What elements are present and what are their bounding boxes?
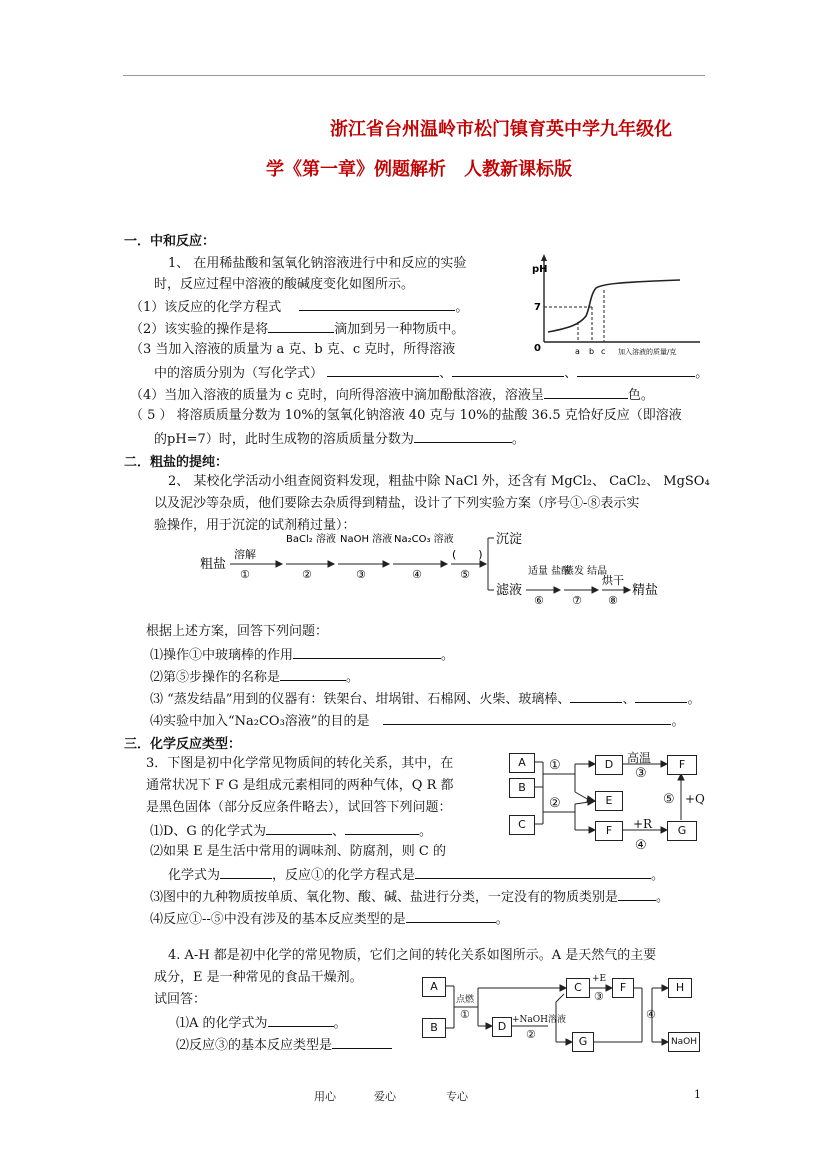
label-circle-4: ④: [635, 838, 647, 853]
tick-a: a: [575, 347, 580, 356]
q3-answer4: ⑷反应①--⑤中没有涉及的基本反应类型的是 。: [150, 912, 509, 927]
step7-label: 蒸发 结晶: [564, 566, 608, 577]
page-number: 1: [694, 1088, 701, 1101]
q3-answer3-text: ⑶图中的九种物质按单质、氧化物、酸、碱、盐进行分类，一定没有的物质类别是: [150, 890, 619, 905]
q3-answer2-a: ⑵如果 E 是生活中常用的调味剂、防腐剂，则 C 的: [150, 844, 446, 859]
page-title-line2: 学《第一章》例题解析 人教新课标版: [266, 159, 572, 180]
q3-line1: 3．下图是初中化学常见物质间的转化关系，其中，在: [146, 756, 454, 771]
q2-answer4-text: ⑷实验中加入“Na₂CO₃溶液”的目的是: [150, 714, 370, 729]
answer-blank[interactable]: [327, 364, 439, 377]
ph-seven-label: 7: [534, 302, 541, 313]
step1-label: 溶解: [234, 548, 256, 561]
step7-num: ⑦: [572, 594, 582, 607]
answer-blank[interactable]: [544, 386, 628, 399]
label-ignite: 点燃: [456, 995, 475, 1005]
q1-line1: 1、 在用稀盐酸和氢氧化钠溶液进行中和反应的实验: [168, 256, 467, 271]
q2-answer2-text: ⑵第⑤步操作的名称是: [150, 670, 281, 685]
node4-b: B: [422, 1018, 446, 1038]
answer-blank[interactable]: [220, 866, 272, 879]
flow-start: 粗盐: [200, 557, 227, 572]
q1-part4: [130, 386, 654, 403]
step3-num: ③: [356, 568, 366, 581]
step3-label: NaOH 溶液: [340, 534, 393, 545]
q1-part2-text: （2）该实验的操作是将: [130, 322, 269, 337]
answer-blank[interactable]: [452, 364, 564, 377]
answer-blank[interactable]: [635, 690, 687, 703]
q2-ask: 根据上述方案，回答下列问题：: [146, 624, 329, 639]
q2-answer2: ⑵第⑤步操作的名称是 。: [150, 670, 360, 685]
q4-answer1: ⑴A 的化学式为 。: [176, 1016, 347, 1031]
step8-num: ⑧: [608, 594, 618, 607]
node4-f: F: [612, 978, 634, 998]
label4-circle-4: ④: [646, 1008, 656, 1021]
node-d: D: [595, 755, 623, 775]
step6-label: 适量 盐酸: [528, 566, 572, 577]
label4-circle-2: ②: [526, 1028, 536, 1041]
q3-answer1: ⑴D、G 的化学式为 、 。: [150, 824, 432, 839]
label-high-temp: 高温: [627, 751, 652, 765]
q1-part4-text: （4）当加入溶液的质量为 c 克时，向所得溶液中滴加酚酞溶液，溶液呈: [130, 388, 544, 403]
label-plus-q: +Q: [685, 792, 705, 806]
q1-part4-end: 色。: [627, 388, 654, 403]
step2-label: BaCl₂ 溶液: [286, 534, 336, 545]
q2-answer1-text: ⑴操作①中玻璃棒的作用: [150, 648, 294, 663]
flow-filtrate: 滤液: [496, 583, 523, 598]
page-title-line1: 浙江省台州温岭市松门镇育英中学九年级化: [330, 119, 672, 140]
step4-num: ④: [412, 568, 422, 581]
q2-line2: 以及泥沙等杂质，他们要除去杂质得到精盐，设计了下列实验方案（序号①-⑧表示实: [154, 496, 640, 511]
section1-heading: 一．中和反应：: [124, 234, 216, 249]
q1-part3-b: 中的溶质分别为（写化学式） 、 、 。: [154, 366, 709, 381]
step4-label: Na₂CO₃ 溶液: [394, 534, 454, 545]
flow-end: 精盐: [632, 583, 659, 598]
label-circle-5: ⑤: [663, 792, 675, 807]
node4-h: H: [668, 978, 692, 998]
q1-part2-text-b: 滴加到另一种物质中。: [334, 322, 465, 337]
node-f: F: [667, 755, 697, 775]
q3-answer3: ⑶图中的九种物质按单质、氧化物、酸、碱、盐进行分类，一定没有的物质类别是 。: [150, 890, 670, 905]
answer-blank[interactable]: [299, 298, 455, 311]
q1-part1-end: 。: [455, 300, 469, 315]
node-a: A: [509, 753, 535, 773]
q3-line3: 是黑色固体（部分反应条件略去），试回答下列问题：: [146, 800, 452, 815]
answer-blank[interactable]: [266, 822, 332, 835]
node-e: E: [595, 791, 623, 811]
step8-label: 烘干: [602, 574, 624, 587]
q1-part2: [130, 320, 464, 337]
flow-precipitate: 沉淀: [496, 532, 523, 547]
q2-line3: 验操作，用于沉淀的试剂稍过量）：: [154, 518, 356, 533]
label-circle-2: ②: [549, 796, 561, 811]
q3-answer1-text: ⑴D、G 的化学式为: [150, 824, 266, 839]
q3-answer2-text: ，反应①的化学方程式是: [272, 868, 416, 883]
q4-answer1-text: ⑴A 的化学式为: [176, 1016, 268, 1031]
answer-blank[interactable]: [332, 1036, 392, 1049]
node-c: C: [509, 815, 535, 835]
footer-text-1: 用心: [314, 1090, 336, 1103]
answer-blank[interactable]: [618, 888, 656, 901]
q2-answer3: ⑶ “蒸发结晶”用到的仪器有：铁架台、坩埚钳、石棉网、火柴、玻璃棒、 、 。: [150, 692, 701, 707]
q4-line2: 成分，E 是一种常见的食品干燥剂。: [154, 970, 363, 985]
q3-answer2-b: 化学式为 ，反应①的化学方程式是 。: [168, 868, 665, 883]
q2-answer1: ⑴操作①中玻璃棒的作用 。: [150, 648, 455, 663]
answer-blank[interactable]: [383, 712, 671, 725]
q2-answer4: ⑷实验中加入“Na₂CO₃溶液”的目的是 。: [150, 714, 685, 729]
step2-num: ②: [302, 568, 312, 581]
q1-part1-text: （1）该反应的化学方程式: [130, 300, 282, 315]
q1-part5-b: 的pH=7）时，此时生成物的溶质质量分数为 。: [154, 432, 525, 447]
q2-answer3-text: ⑶ “蒸发结晶”用到的仪器有：铁架台、坩埚钳、石棉网、火柴、玻璃棒、: [150, 692, 571, 707]
q1-part5-a: （ 5 ） 将溶质质量分数为 10%的氢氧化钠溶液 40 克与 10%的盐酸 36.5 克恰好反应（即溶液: [130, 408, 682, 423]
answer-blank[interactable]: [293, 646, 441, 659]
x-axis-label: 加入溶液的质量/克: [618, 348, 677, 356]
step1-num: ①: [240, 568, 250, 581]
step5-num: ⑤: [460, 568, 470, 581]
ph-curve: [548, 280, 680, 332]
label-plus-e: +E: [592, 974, 607, 984]
node4-a: A: [422, 977, 446, 997]
label-circle-3: ③: [635, 766, 647, 781]
origin-label: 0: [534, 343, 541, 354]
q3-line2: 通常状况下 F G 是组成元素相同的两种气体，Q R 都: [146, 778, 454, 793]
answer-blank[interactable]: [577, 364, 695, 377]
node4-naoh: NaOH: [668, 1032, 700, 1052]
q1-part3-text: 中的溶质分别为（写化学式）: [154, 366, 324, 381]
node4-g: G: [572, 1032, 594, 1052]
label-naoh-solution: +NaOH溶液: [512, 1015, 567, 1025]
answer-blank[interactable]: [570, 690, 622, 703]
purification-flowchart: [198, 530, 678, 610]
q4-line3: 试回答：: [154, 992, 207, 1007]
tick-b: b: [589, 347, 595, 356]
node-g: G: [667, 821, 697, 841]
node4-d: D: [492, 1017, 512, 1037]
ph-axis-label: pH: [532, 264, 548, 275]
reaction-diagram-3: [505, 752, 705, 857]
answer-blank[interactable]: [268, 1014, 334, 1027]
node-b: B: [509, 778, 535, 798]
step6-num: ⑥: [534, 594, 544, 607]
label-plus-r: +R: [633, 817, 653, 831]
tick-c: c: [601, 347, 606, 356]
answer-blank[interactable]: [415, 866, 651, 879]
footer-text-2: 爱心: [374, 1090, 396, 1103]
answer-blank[interactable]: [280, 668, 346, 681]
q1-line2: 时，反应过程中溶液的酸碱度变化如图所示。: [154, 277, 415, 292]
answer-blank[interactable]: [345, 822, 419, 835]
answer-blank[interactable]: [268, 320, 334, 333]
q1-part5-text: 的pH=7）时，此时生成物的溶质质量分数为: [154, 432, 414, 447]
q3-answer2-label: 化学式为: [168, 868, 221, 883]
q4-line1: 4. A-H 都是初中化学的常见物质，它们之间的转化关系如图所示。A 是天然气的主要: [168, 948, 657, 963]
ph-curve-graph: [530, 250, 710, 360]
header-rule: [123, 75, 705, 76]
label4-circle-3: ③: [594, 990, 604, 1003]
label-circle-1: ①: [549, 758, 561, 773]
answer-blank[interactable]: [406, 910, 496, 923]
node4-c: C: [566, 978, 590, 998]
q3-answer4-text: ⑷反应①--⑤中没有涉及的基本反应类型的是: [150, 912, 406, 927]
answer-blank[interactable]: [414, 430, 512, 443]
label4-circle-1: ①: [460, 1008, 470, 1021]
reaction-diagram-4: [420, 972, 710, 1054]
footer-text-3: 专心: [446, 1090, 468, 1103]
section2-heading: 二．粗盐的提纯：: [124, 455, 229, 470]
q2-line1: 2、 某校化学活动小组查阅资料发现，粗盐中除 NaCl 外，还含有 MgCl₂、 CaCl₂、 MgSO₄: [168, 474, 710, 489]
step5-label: ( ): [452, 548, 483, 561]
q4-answer2-text: ⑵反应③的基本反应类型是: [176, 1038, 333, 1053]
q4-answer2: [176, 1036, 392, 1053]
q1-part1: [130, 298, 468, 315]
q1-part3-a: （3 当加入溶液的质量为 a 克、b 克、c 克时，所得溶液: [130, 342, 456, 357]
section3-heading: 三．化学反应类型：: [124, 737, 242, 752]
node-f-lower: F: [595, 821, 623, 841]
